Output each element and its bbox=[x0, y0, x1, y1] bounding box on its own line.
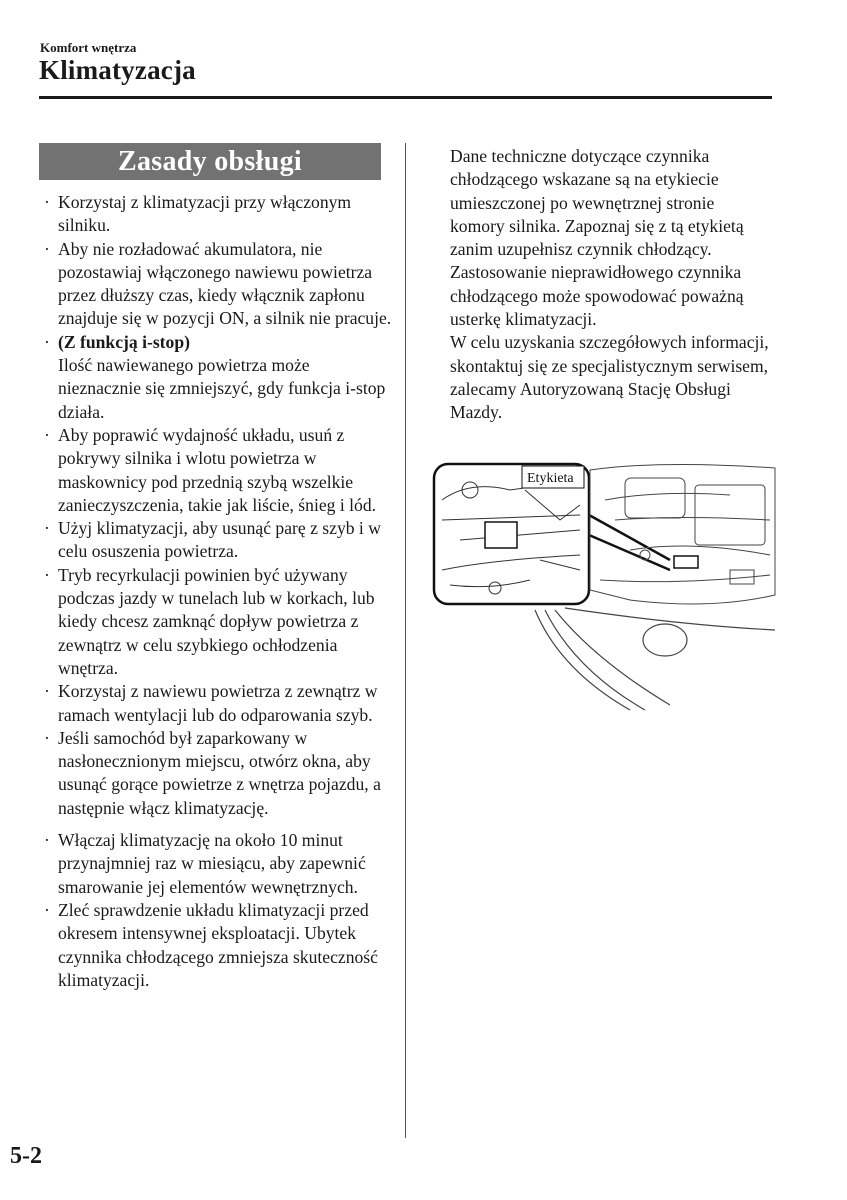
column-divider bbox=[405, 143, 406, 1138]
title-rule bbox=[39, 96, 772, 99]
bullet-item: · Jeśli samochód był zaparkowany w nasłonecznionym miejscu, otwórz okna, aby usunąć gorące powietrze z wnętrza pojazdu, a następnie włącz klimatyzację. bbox=[44, 727, 381, 818]
page-title: Klimatyzacja bbox=[39, 55, 196, 85]
front-bumper bbox=[535, 608, 775, 710]
bullet-list bbox=[44, 191, 394, 992]
page-number: 5-2 bbox=[10, 1143, 42, 1169]
engine-bay-illustration bbox=[430, 460, 780, 720]
bullet-item: · Tryb recyrkulacji powinien być używany podczas jazdy w tunelach lub w korkach, lub kiedy chcesz zamknąć dopływ powietrza z zewnątrz w celu szybkiego ochłodzenia wnętrza. bbox=[44, 564, 375, 678]
label-etykieta: Etykieta bbox=[527, 471, 574, 486]
bullet-item: · Włączaj klimatyzację na około 10 minut przynajmniej raz w miesiącu, aby zapewnić smarowanie jej elementów wewnętrznych. bbox=[44, 830, 366, 897]
service-paragraph: W celu uzyskania szczegółowych informacji, skontaktuj się ze specjalistycznym serwisem, zalecamy Autoryzowaną Stację Obsługi Mazdy. bbox=[450, 332, 769, 423]
bullet-item: · Aby poprawić wydajność układu, usuń z pokrywy silnika i wlotu powietrza w maskownicy pod przednią szybą wszelkie zanieczyszczenia, takie jak liście, śnieg i lód. bbox=[44, 424, 377, 515]
bullet-item: · Korzystaj z klimatyzacji przy włączonym silniku. bbox=[44, 192, 352, 236]
bullet-item: · Zleć sprawdzenie układu klimatyzacji przed okresem intensywnej eksploatacji. Ubytek czynnika chłodzącego zmniejsza skuteczność klimatyzacji. bbox=[44, 899, 378, 990]
bullet-item: · Aby nie rozładować akumulatora, nie pozostawiaj włączonego nawiewu powietrza przez dłuższy czas, kiedy włącznik zapłonu znajduje się w pozycji ON, a silnik nie pracuje. bbox=[44, 238, 392, 329]
section-heading: Zasady obsługi bbox=[39, 143, 381, 180]
section-label: Komfort wnętrza bbox=[40, 40, 137, 55]
engine-bay-figure bbox=[430, 460, 780, 720]
refrigerant-paragraph: Dane techniczne dotyczące czynnika chłodzącego wskazane są na etykiecie umieszczonej po wewnętrznej stronie komory silnika. Zapoznaj się z tą etykietą zanim uzupełnisz czynnik chłodzący. Zastosowanie nieprawidłowego czynnika chłodzącego może spowodować poważną usterkę klimatyzacji. bbox=[450, 146, 744, 330]
bullet-item: · (Z funkcją i-stop) Ilość nawiewanego powietrza może nieznacznie się zmniejszyć, gdy funkcja i-stop działa. bbox=[44, 331, 394, 424]
main-engine-bay bbox=[590, 464, 775, 604]
bullet-item: · Użyj klimatyzacji, aby usunąć parę z szyb i w celu osuszenia powietrza. bbox=[44, 518, 381, 562]
bullet-subheading: (Z funkcją i-stop) bbox=[58, 331, 190, 352]
bullet-item: · Korzystaj z nawiewu powietrza z zewnątrz w ramach wentylacji lub do odparowania szyb. bbox=[44, 681, 378, 725]
right-column-text bbox=[450, 145, 770, 425]
